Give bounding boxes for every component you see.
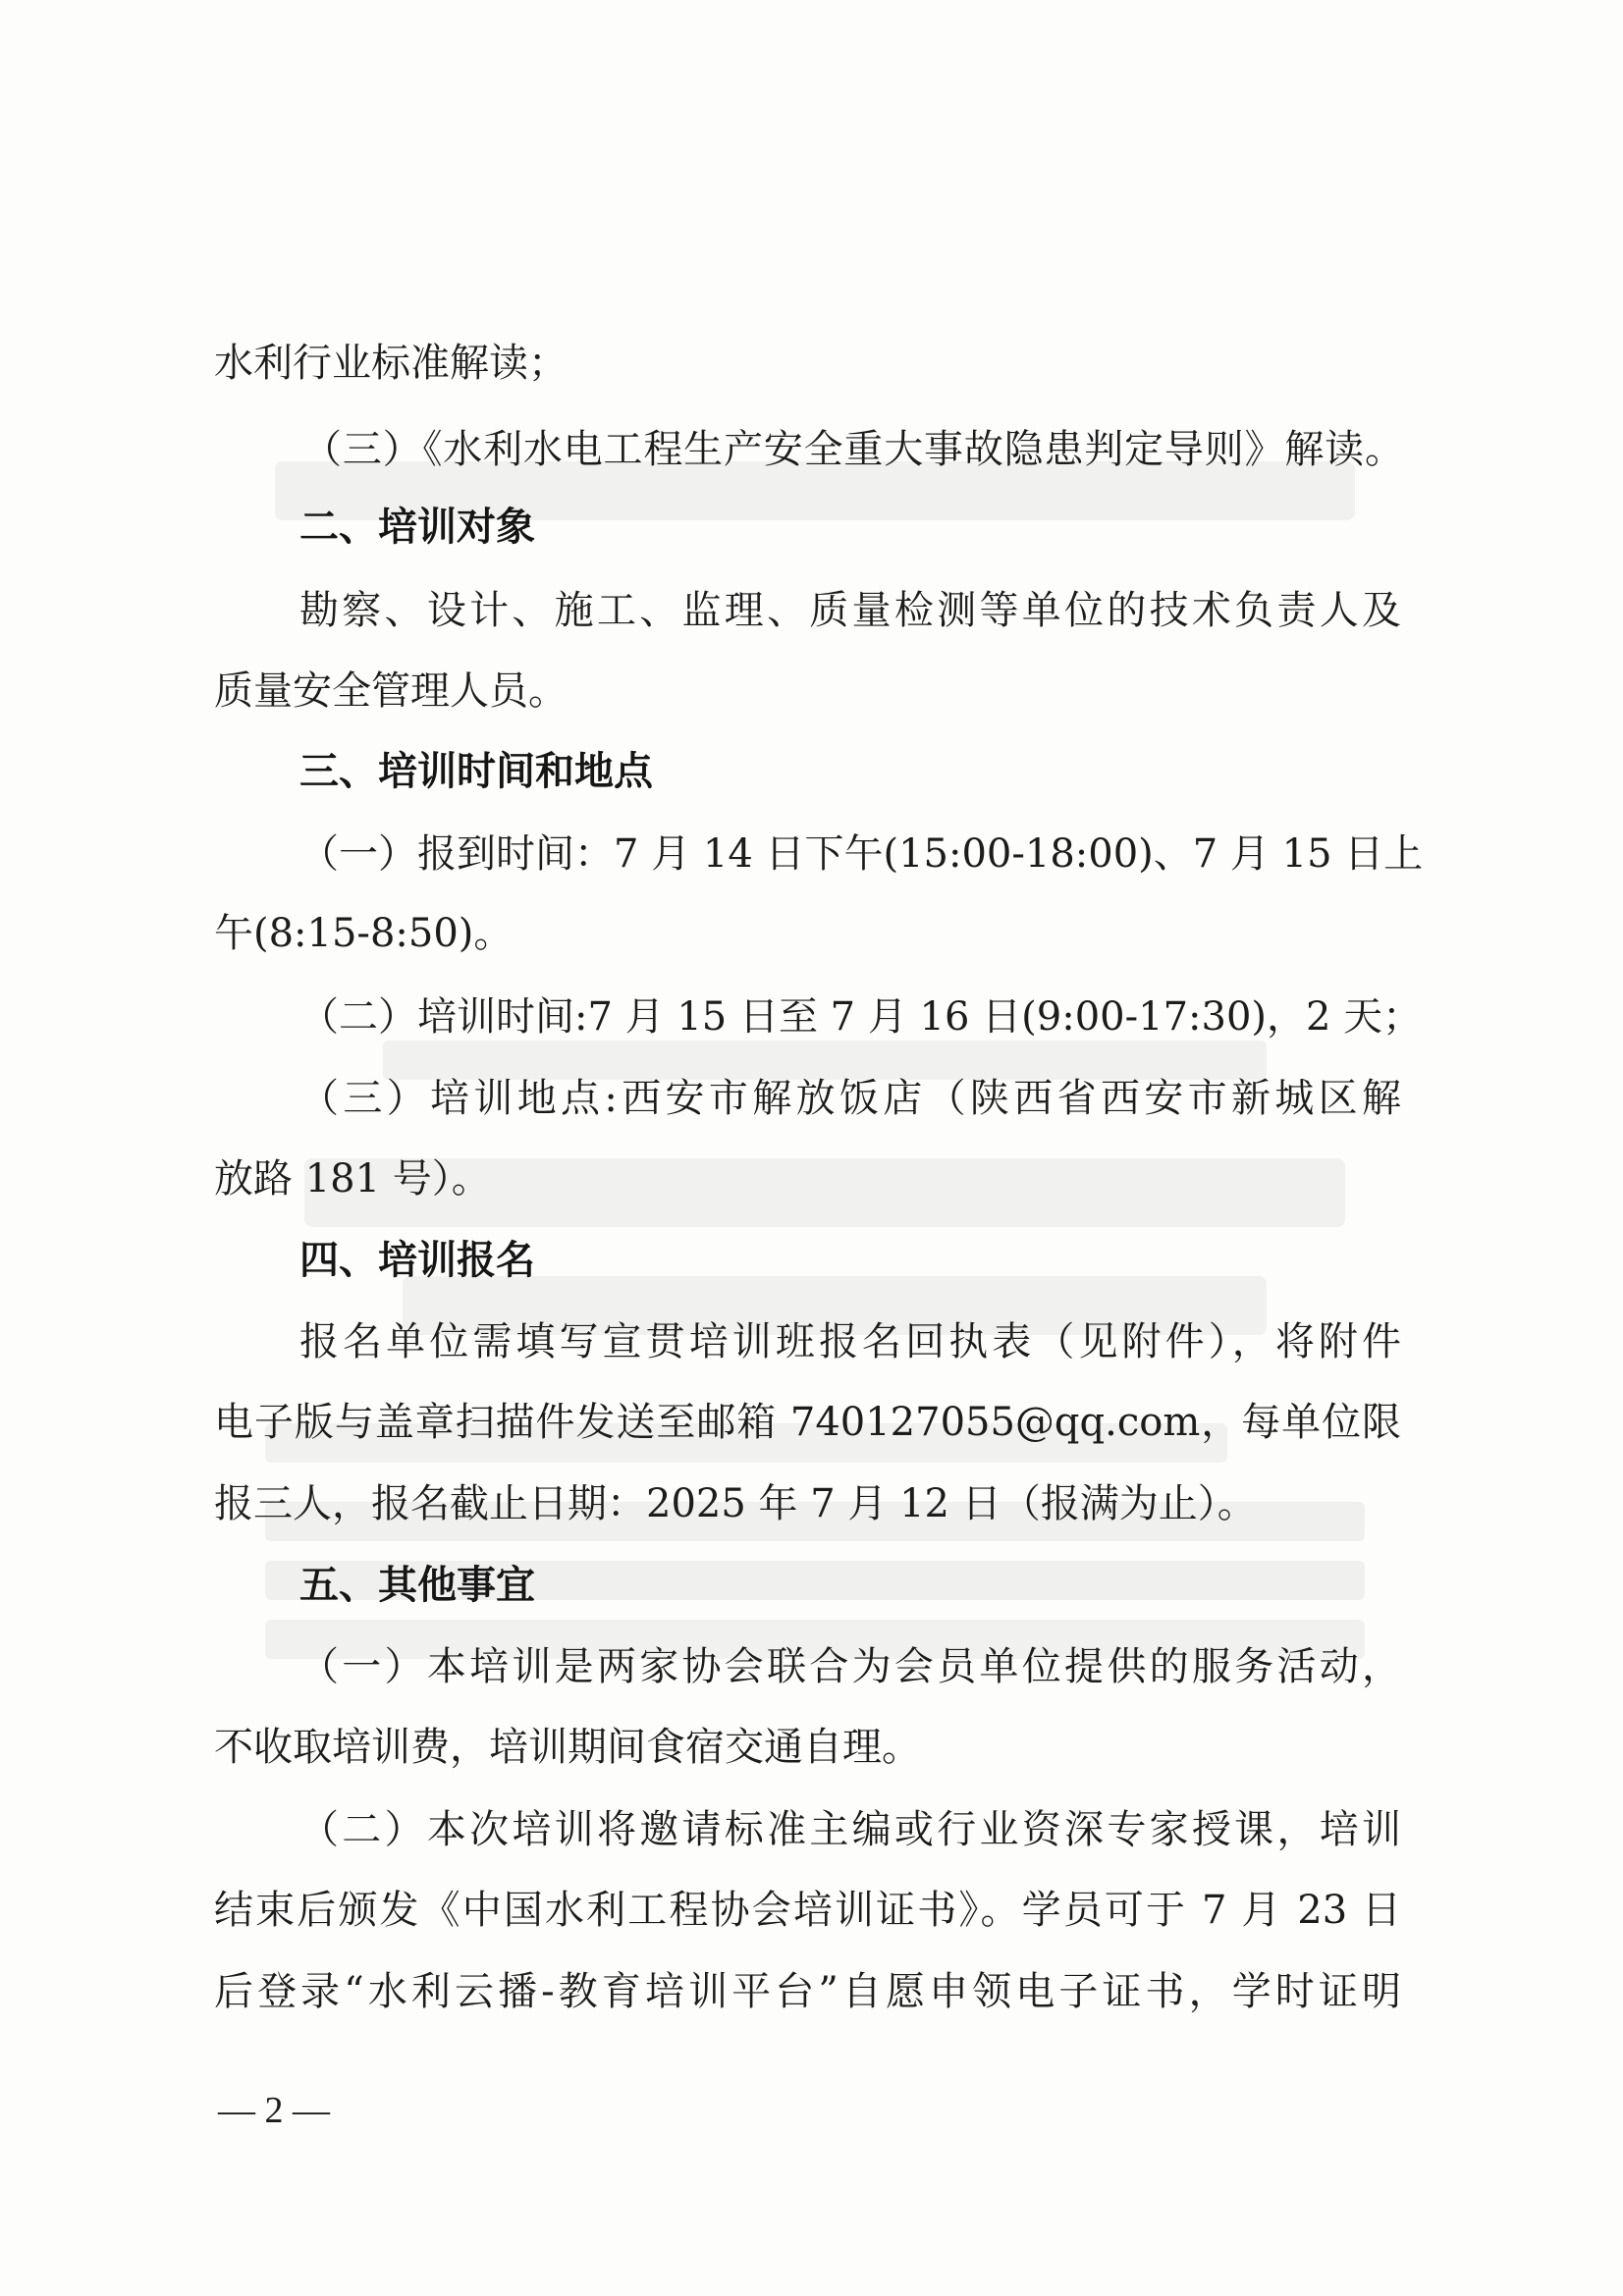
body-line-5: （一）报到时间：7 月 14 日下午(15:00-18:00)、7 月 15 日上 (299, 831, 1424, 877)
body-line-2: （三）《水利水电工程生产安全重大事故隐患判定导则》解读。 (302, 427, 1404, 472)
page-number: — 2 — (218, 2090, 330, 2131)
body-line-1: 水利行业标准解读； (214, 341, 568, 386)
body-line-8: （三）培训地点:西安市解放饭店（陕西省西安市新城区解 (299, 1076, 1401, 1121)
body-line-12: 报三人，报名截止日期：2025 年 7 月 12 日（报满为止）。 (214, 1481, 1257, 1526)
section-heading-2: 二、培训对象 (299, 505, 535, 550)
body-line-11: 电子版与盖章扫描件发送至邮箱 740127055@qq.com，每单位限 (214, 1400, 1401, 1445)
body-line-15: （二）本次培训将邀请标准主编或行业资深专家授课，培训 (299, 1807, 1401, 1852)
section-heading-5: 五、其他事宜 (299, 1563, 535, 1608)
body-line-6: 午(8:15-8:50)。 (214, 911, 514, 956)
body-line-13: （一）本培训是两家协会联合为会员单位提供的服务活动， (299, 1644, 1401, 1689)
body-line-10: 报名单位需填写宣贯培训班报名回执表（见附件），将附件 (299, 1319, 1401, 1364)
body-line-16: 结束后颁发《中国水利工程协会培训证书》。学员可于 7 月 23 日 (214, 1888, 1401, 1933)
section-heading-3: 三、培训时间和地点 (299, 749, 653, 794)
body-line-9: 放路 181 号）。 (214, 1156, 491, 1201)
body-line-17: 后登录“水利云播-教育培训平台”自愿申领电子证书，学时证明 (214, 1969, 1401, 2014)
body-line-4: 质量安全管理人员。 (214, 668, 568, 714)
body-line-14: 不收取培训费，培训期间食宿交通自理。 (214, 1725, 921, 1770)
body-line-7: （二）培训时间:7 月 15 日至 7 月 16 日(9:00-17:30)，2 天； (299, 994, 1423, 1040)
section-heading-4: 四、培训报名 (299, 1238, 535, 1283)
body-line-3: 勘察、设计、施工、监理、质量检测等单位的技术负责人及 (299, 588, 1401, 633)
